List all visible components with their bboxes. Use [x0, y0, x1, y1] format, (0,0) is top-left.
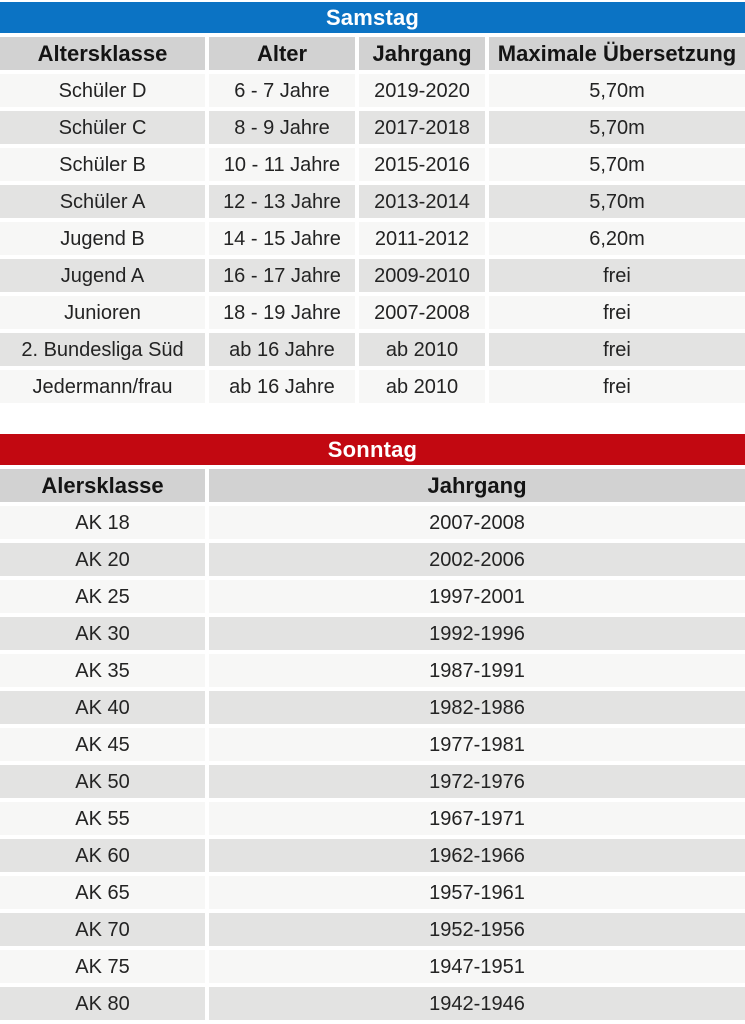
column-header: Altersklasse — [0, 37, 205, 70]
table-cell: 5,70m — [489, 111, 745, 144]
table-cell: Schüler D — [0, 74, 205, 107]
sonntag-rows — [0, 506, 745, 1020]
table-cell: Schüler A — [0, 185, 205, 218]
column-header: Alter — [209, 37, 355, 70]
table-row — [0, 839, 745, 872]
table-cell: ab 16 Jahre — [209, 333, 355, 366]
table-cell: frei — [489, 370, 745, 403]
table-row — [0, 148, 745, 181]
table-cell: 5,70m — [489, 148, 745, 181]
table-row — [0, 765, 745, 798]
column-header: Jahrgang — [359, 37, 485, 70]
table-row — [0, 876, 745, 909]
samstag-title-bar — [0, 2, 745, 33]
column-header: Alersklasse — [0, 469, 205, 502]
table-row — [0, 296, 745, 329]
table-cell: 2007-2008 — [209, 506, 745, 539]
table-cell: 2. Bundesliga Süd — [0, 333, 205, 366]
table-cell: 16 - 17 Jahre — [209, 259, 355, 292]
table-row — [0, 691, 745, 724]
table-cell: Schüler C — [0, 111, 205, 144]
table-cell: AK 35 — [0, 654, 205, 687]
table-row — [0, 222, 745, 255]
table-cell: 1947-1951 — [209, 950, 745, 983]
samstag-header-row — [0, 37, 745, 70]
table-cell: 12 - 13 Jahre — [209, 185, 355, 218]
table-row — [0, 74, 745, 107]
table-cell: AK 75 — [0, 950, 205, 983]
table-cell: AK 45 — [0, 728, 205, 761]
table-cell: 1977-1981 — [209, 728, 745, 761]
table-cell: 1962-1966 — [209, 839, 745, 872]
table-row — [0, 617, 745, 650]
table-cell: 1957-1961 — [209, 876, 745, 909]
table-cell: 2015-2016 — [359, 148, 485, 181]
table-cell: ab 16 Jahre — [209, 370, 355, 403]
table-cell: 5,70m — [489, 185, 745, 218]
table-cell: 1942-1946 — [209, 987, 745, 1020]
table-row — [0, 111, 745, 144]
table-cell: frei — [489, 259, 745, 292]
table-cell: 2007-2008 — [359, 296, 485, 329]
table-cell: 14 - 15 Jahre — [209, 222, 355, 255]
table-cell: AK 80 — [0, 987, 205, 1020]
table-cell: 1987-1991 — [209, 654, 745, 687]
table-cell: AK 65 — [0, 876, 205, 909]
table-row — [0, 654, 745, 687]
sonntag-header-row — [0, 469, 745, 502]
table-cell: ab 2010 — [359, 333, 485, 366]
sonntag-title: Sonntag — [327, 436, 418, 462]
table-cell: AK 50 — [0, 765, 205, 798]
table-row — [0, 802, 745, 835]
table-cell: ab 2010 — [359, 370, 485, 403]
table-cell: AK 55 — [0, 802, 205, 835]
table-cell: AK 70 — [0, 913, 205, 946]
table-cell: 2011-2012 — [359, 222, 485, 255]
table-cell: AK 40 — [0, 691, 205, 724]
table-cell: 8 - 9 Jahre — [209, 111, 355, 144]
table-cell: 1952-1956 — [209, 913, 745, 946]
table-cell: Jedermann/frau — [0, 370, 205, 403]
table-row — [0, 506, 745, 539]
table-cell: frei — [489, 296, 745, 329]
table-cell: 1997-2001 — [209, 580, 745, 613]
table-cell: AK 18 — [0, 506, 205, 539]
table-cell: 18 - 19 Jahre — [209, 296, 355, 329]
table-cell: 2017-2018 — [359, 111, 485, 144]
table-cell: 1992-1996 — [209, 617, 745, 650]
table-cell: 2013-2014 — [359, 185, 485, 218]
table-cell: 2019-2020 — [359, 74, 485, 107]
samstag-table — [0, 2, 745, 403]
table-cell: frei — [489, 333, 745, 366]
table-cell: 2009-2010 — [359, 259, 485, 292]
table-cell: 2002-2006 — [209, 543, 745, 576]
samstag-title: Samstag — [325, 4, 420, 30]
table-cell: 1982-1986 — [209, 691, 745, 724]
table-cell: 1967-1971 — [209, 802, 745, 835]
samstag-rows — [0, 74, 745, 403]
column-header: Maximale Übersetzung — [489, 37, 745, 70]
column-header: Jahrgang — [209, 469, 745, 502]
table-row — [0, 913, 745, 946]
table-cell: Jugend B — [0, 222, 205, 255]
table-row — [0, 987, 745, 1020]
table-cell: 10 - 11 Jahre — [209, 148, 355, 181]
sonntag-table — [0, 434, 745, 1020]
table-cell: Schüler B — [0, 148, 205, 181]
table-cell: Junioren — [0, 296, 205, 329]
table-row — [0, 370, 745, 403]
table-row — [0, 333, 745, 366]
table-cell: AK 20 — [0, 543, 205, 576]
table-row — [0, 580, 745, 613]
table-cell: 6 - 7 Jahre — [209, 74, 355, 107]
table-cell: Jugend A — [0, 259, 205, 292]
table-row — [0, 259, 745, 292]
table-cell: AK 60 — [0, 839, 205, 872]
table-row — [0, 185, 745, 218]
table-cell: AK 25 — [0, 580, 205, 613]
table-row — [0, 950, 745, 983]
table-row — [0, 728, 745, 761]
table-cell: 5,70m — [489, 74, 745, 107]
table-cell: 6,20m — [489, 222, 745, 255]
table-cell: AK 30 — [0, 617, 205, 650]
table-row — [0, 543, 745, 576]
sonntag-title-bar — [0, 434, 745, 465]
table-cell: 1972-1976 — [209, 765, 745, 798]
